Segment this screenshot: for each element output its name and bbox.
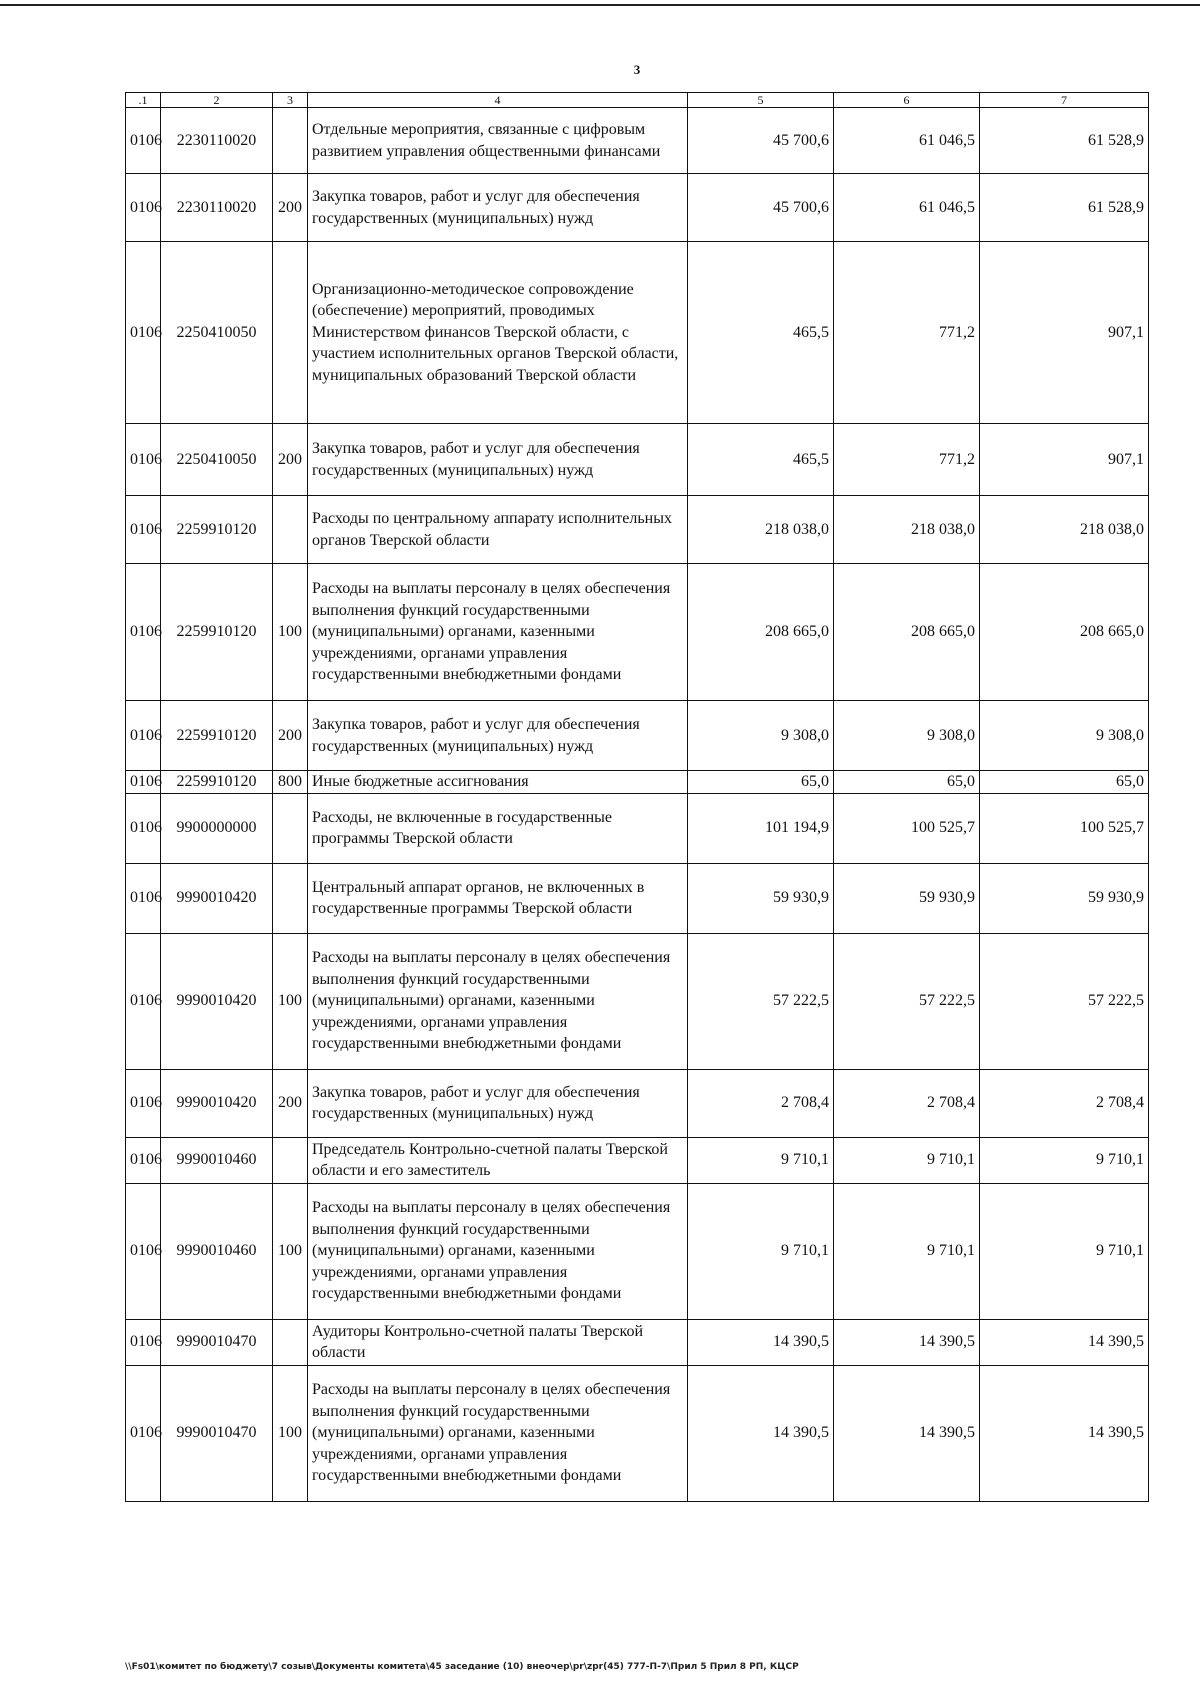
- header-col-2: 2: [161, 93, 273, 108]
- cell-expense-type: 200: [273, 424, 308, 496]
- cell-target-article: 2259910120: [161, 496, 273, 564]
- cell-value-col7: 14 390,5: [980, 1319, 1149, 1365]
- cell-value-col7: 2 708,4: [980, 1069, 1149, 1137]
- cell-target-article: 9990010460: [161, 1137, 273, 1183]
- cell-value-col5: 208 665,0: [688, 564, 834, 701]
- cell-value-col5: 101 194,9: [688, 793, 834, 863]
- cell-section: 0106: [126, 1183, 161, 1319]
- cell-value-col6: 100 525,7: [834, 793, 980, 863]
- header-col-7: 7: [980, 93, 1149, 108]
- cell-value-col5: 14 390,5: [688, 1365, 834, 1501]
- cell-value-col5: 465,5: [688, 424, 834, 496]
- cell-value-col5: 9 710,1: [688, 1183, 834, 1319]
- cell-value-col6: 61 046,5: [834, 174, 980, 242]
- table-row: [126, 496, 1149, 564]
- cell-value-col5: 9 710,1: [688, 1137, 834, 1183]
- cell-section: 0106: [126, 108, 161, 174]
- cell-value-col7: 65,0: [980, 771, 1149, 794]
- cell-value-col7: 9 710,1: [980, 1183, 1149, 1319]
- table-row: [126, 1319, 1149, 1365]
- cell-name: Закупка товаров, работ и услуг для обеспечения государственных (муниципальных) нужд: [308, 424, 688, 496]
- cell-value-col7: 61 528,9: [980, 108, 1149, 174]
- cell-target-article: 2259910120: [161, 771, 273, 794]
- cell-target-article: 9990010420: [161, 1069, 273, 1137]
- footer-file-path: \\Fs01\комитет по бюджету\7 созыв\Документы комитета\45 заседание (10) внеочер\pr\zpr(45) 777-П-7\Прил 5 Прил 8 РП, КЦСР: [125, 1662, 799, 1672]
- cell-value-col7: 14 390,5: [980, 1365, 1149, 1501]
- cell-name: Центральный аппарат органов, не включенных в государственные программы Тверской области: [308, 863, 688, 933]
- cell-expense-type: [273, 242, 308, 424]
- cell-value-col6: 59 930,9: [834, 863, 980, 933]
- cell-value-col5: 45 700,6: [688, 108, 834, 174]
- cell-expense-type: [273, 1137, 308, 1183]
- table-header: [126, 93, 1149, 108]
- cell-name: Расходы на выплаты персоналу в целях обеспечения выполнения функций государственными (муниципальными) органами, казенными учреждениями, органами управления государственными внебюджетными фондами: [308, 933, 688, 1069]
- cell-value-col5: 465,5: [688, 242, 834, 424]
- cell-section: 0106: [126, 1137, 161, 1183]
- table-row: [126, 1137, 1149, 1183]
- cell-value-col7: 100 525,7: [980, 793, 1149, 863]
- table-row: [126, 108, 1149, 174]
- cell-target-article: 2230110020: [161, 174, 273, 242]
- cell-value-col6: 771,2: [834, 242, 980, 424]
- cell-value-col6: 208 665,0: [834, 564, 980, 701]
- cell-target-article: 2250410050: [161, 424, 273, 496]
- header-col-5: 5: [688, 93, 834, 108]
- cell-target-article: 2259910120: [161, 701, 273, 771]
- table-row: [126, 1183, 1149, 1319]
- page-number: 3: [633, 62, 641, 77]
- cell-target-article: 9990010470: [161, 1319, 273, 1365]
- table-row: [126, 242, 1149, 424]
- cell-name: Закупка товаров, работ и услуг для обеспечения государственных (муниципальных) нужд: [308, 1069, 688, 1137]
- cell-expense-type: 100: [273, 933, 308, 1069]
- table-row: [126, 564, 1149, 701]
- header-row: [126, 93, 1149, 108]
- cell-value-col5: 59 930,9: [688, 863, 834, 933]
- cell-name: Расходы по центральному аппарату исполнительных органов Тверской области: [308, 496, 688, 564]
- cell-value-col7: 218 038,0: [980, 496, 1149, 564]
- cell-section: 0106: [126, 1069, 161, 1137]
- cell-value-col6: 771,2: [834, 424, 980, 496]
- cell-value-col7: 59 930,9: [980, 863, 1149, 933]
- cell-value-col6: 218 038,0: [834, 496, 980, 564]
- cell-section: 0106: [126, 424, 161, 496]
- cell-name: Расходы, не включенные в государственные программы Тверской области: [308, 793, 688, 863]
- cell-section: 0106: [126, 242, 161, 424]
- cell-name: Иные бюджетные ассигнования: [308, 771, 688, 794]
- cell-name: Расходы на выплаты персоналу в целях обеспечения выполнения функций государственными (муниципальными) органами, казенными учреждениями, органами управления государственными внебюджетными фондами: [308, 1365, 688, 1501]
- cell-section: 0106: [126, 863, 161, 933]
- header-col-6: 6: [834, 93, 980, 108]
- cell-value-col5: 45 700,6: [688, 174, 834, 242]
- cell-name: Закупка товаров, работ и услуг для обеспечения государственных (муниципальных) нужд: [308, 701, 688, 771]
- cell-value-col7: 907,1: [980, 424, 1149, 496]
- cell-name: Расходы на выплаты персоналу в целях обеспечения выполнения функций государственными (муниципальными) органами, казенными учреждениями, органами управления государственными внебюджетными фондами: [308, 1183, 688, 1319]
- table-row: [126, 424, 1149, 496]
- table-row: [126, 793, 1149, 863]
- cell-section: 0106: [126, 564, 161, 701]
- cell-value-col6: 61 046,5: [834, 108, 980, 174]
- cell-value-col6: 65,0: [834, 771, 980, 794]
- cell-target-article: 9990010420: [161, 863, 273, 933]
- cell-value-col6: 57 222,5: [834, 933, 980, 1069]
- cell-expense-type: 100: [273, 1365, 308, 1501]
- cell-expense-type: [273, 1319, 308, 1365]
- cell-section: 0106: [126, 174, 161, 242]
- top-border-line: [0, 4, 1200, 6]
- cell-target-article: 2259910120: [161, 564, 273, 701]
- cell-value-col7: 907,1: [980, 242, 1149, 424]
- cell-value-col6: 9 710,1: [834, 1183, 980, 1319]
- cell-expense-type: 800: [273, 771, 308, 794]
- cell-value-col5: 218 038,0: [688, 496, 834, 564]
- cell-value-col6: 2 708,4: [834, 1069, 980, 1137]
- cell-expense-type: 200: [273, 174, 308, 242]
- cell-expense-type: 200: [273, 701, 308, 771]
- cell-expense-type: [273, 793, 308, 863]
- cell-name: Организационно-методическое сопровождение (обеспечение) мероприятий, проводимых Министерством финансов Тверской области, с участием исполнительных органов Тверской области, муниципальных образований Тверской области: [308, 242, 688, 424]
- cell-target-article: 9900000000: [161, 793, 273, 863]
- cell-section: 0106: [126, 793, 161, 863]
- cell-name: Расходы на выплаты персоналу в целях обеспечения выполнения функций государственными (муниципальными) органами, казенными учреждениями, органами управления государственными внебюджетными фондами: [308, 564, 688, 701]
- cell-target-article: 9990010460: [161, 1183, 273, 1319]
- cell-value-col5: 57 222,5: [688, 933, 834, 1069]
- cell-section: 0106: [126, 771, 161, 794]
- cell-section: 0106: [126, 701, 161, 771]
- table-row: [126, 701, 1149, 771]
- cell-value-col5: 9 308,0: [688, 701, 834, 771]
- cell-section: 0106: [126, 1319, 161, 1365]
- cell-expense-type: [273, 863, 308, 933]
- table-row: [126, 771, 1149, 794]
- cell-expense-type: 200: [273, 1069, 308, 1137]
- cell-expense-type: [273, 496, 308, 564]
- cell-value-col7: 208 665,0: [980, 564, 1149, 701]
- cell-name: Закупка товаров, работ и услуг для обеспечения государственных (муниципальных) нужд: [308, 174, 688, 242]
- cell-section: 0106: [126, 1365, 161, 1501]
- header-col-1: .1: [126, 93, 161, 108]
- budget-table: [125, 92, 1149, 1502]
- table-body: [126, 108, 1149, 1502]
- header-col-4: 4: [308, 93, 688, 108]
- table-row: [126, 933, 1149, 1069]
- cell-target-article: 2250410050: [161, 242, 273, 424]
- header-col-3: 3: [273, 93, 308, 108]
- cell-expense-type: 100: [273, 1183, 308, 1319]
- cell-target-article: 9990010420: [161, 933, 273, 1069]
- cell-value-col6: 14 390,5: [834, 1365, 980, 1501]
- cell-name: Аудиторы Контрольно-счетной палаты Тверской области: [308, 1319, 688, 1365]
- cell-value-col7: 57 222,5: [980, 933, 1149, 1069]
- cell-expense-type: 100: [273, 564, 308, 701]
- cell-value-col7: 9 710,1: [980, 1137, 1149, 1183]
- table-row: [126, 863, 1149, 933]
- cell-expense-type: [273, 108, 308, 174]
- cell-name: Председатель Контрольно-счетной палаты Тверской области и его заместитель: [308, 1137, 688, 1183]
- cell-value-col6: 9 710,1: [834, 1137, 980, 1183]
- table-row: [126, 174, 1149, 242]
- cell-value-col5: 2 708,4: [688, 1069, 834, 1137]
- table-row: [126, 1069, 1149, 1137]
- cell-value-col5: 14 390,5: [688, 1319, 834, 1365]
- cell-value-col6: 9 308,0: [834, 701, 980, 771]
- cell-value-col6: 14 390,5: [834, 1319, 980, 1365]
- table-row: [126, 1365, 1149, 1501]
- cell-target-article: 2230110020: [161, 108, 273, 174]
- cell-name: Отдельные мероприятия, связанные с цифровым развитием управления общественными финансами: [308, 108, 688, 174]
- cell-value-col5: 65,0: [688, 771, 834, 794]
- cell-value-col7: 61 528,9: [980, 174, 1149, 242]
- cell-section: 0106: [126, 933, 161, 1069]
- cell-value-col7: 9 308,0: [980, 701, 1149, 771]
- cell-section: 0106: [126, 496, 161, 564]
- cell-target-article: 9990010470: [161, 1365, 273, 1501]
